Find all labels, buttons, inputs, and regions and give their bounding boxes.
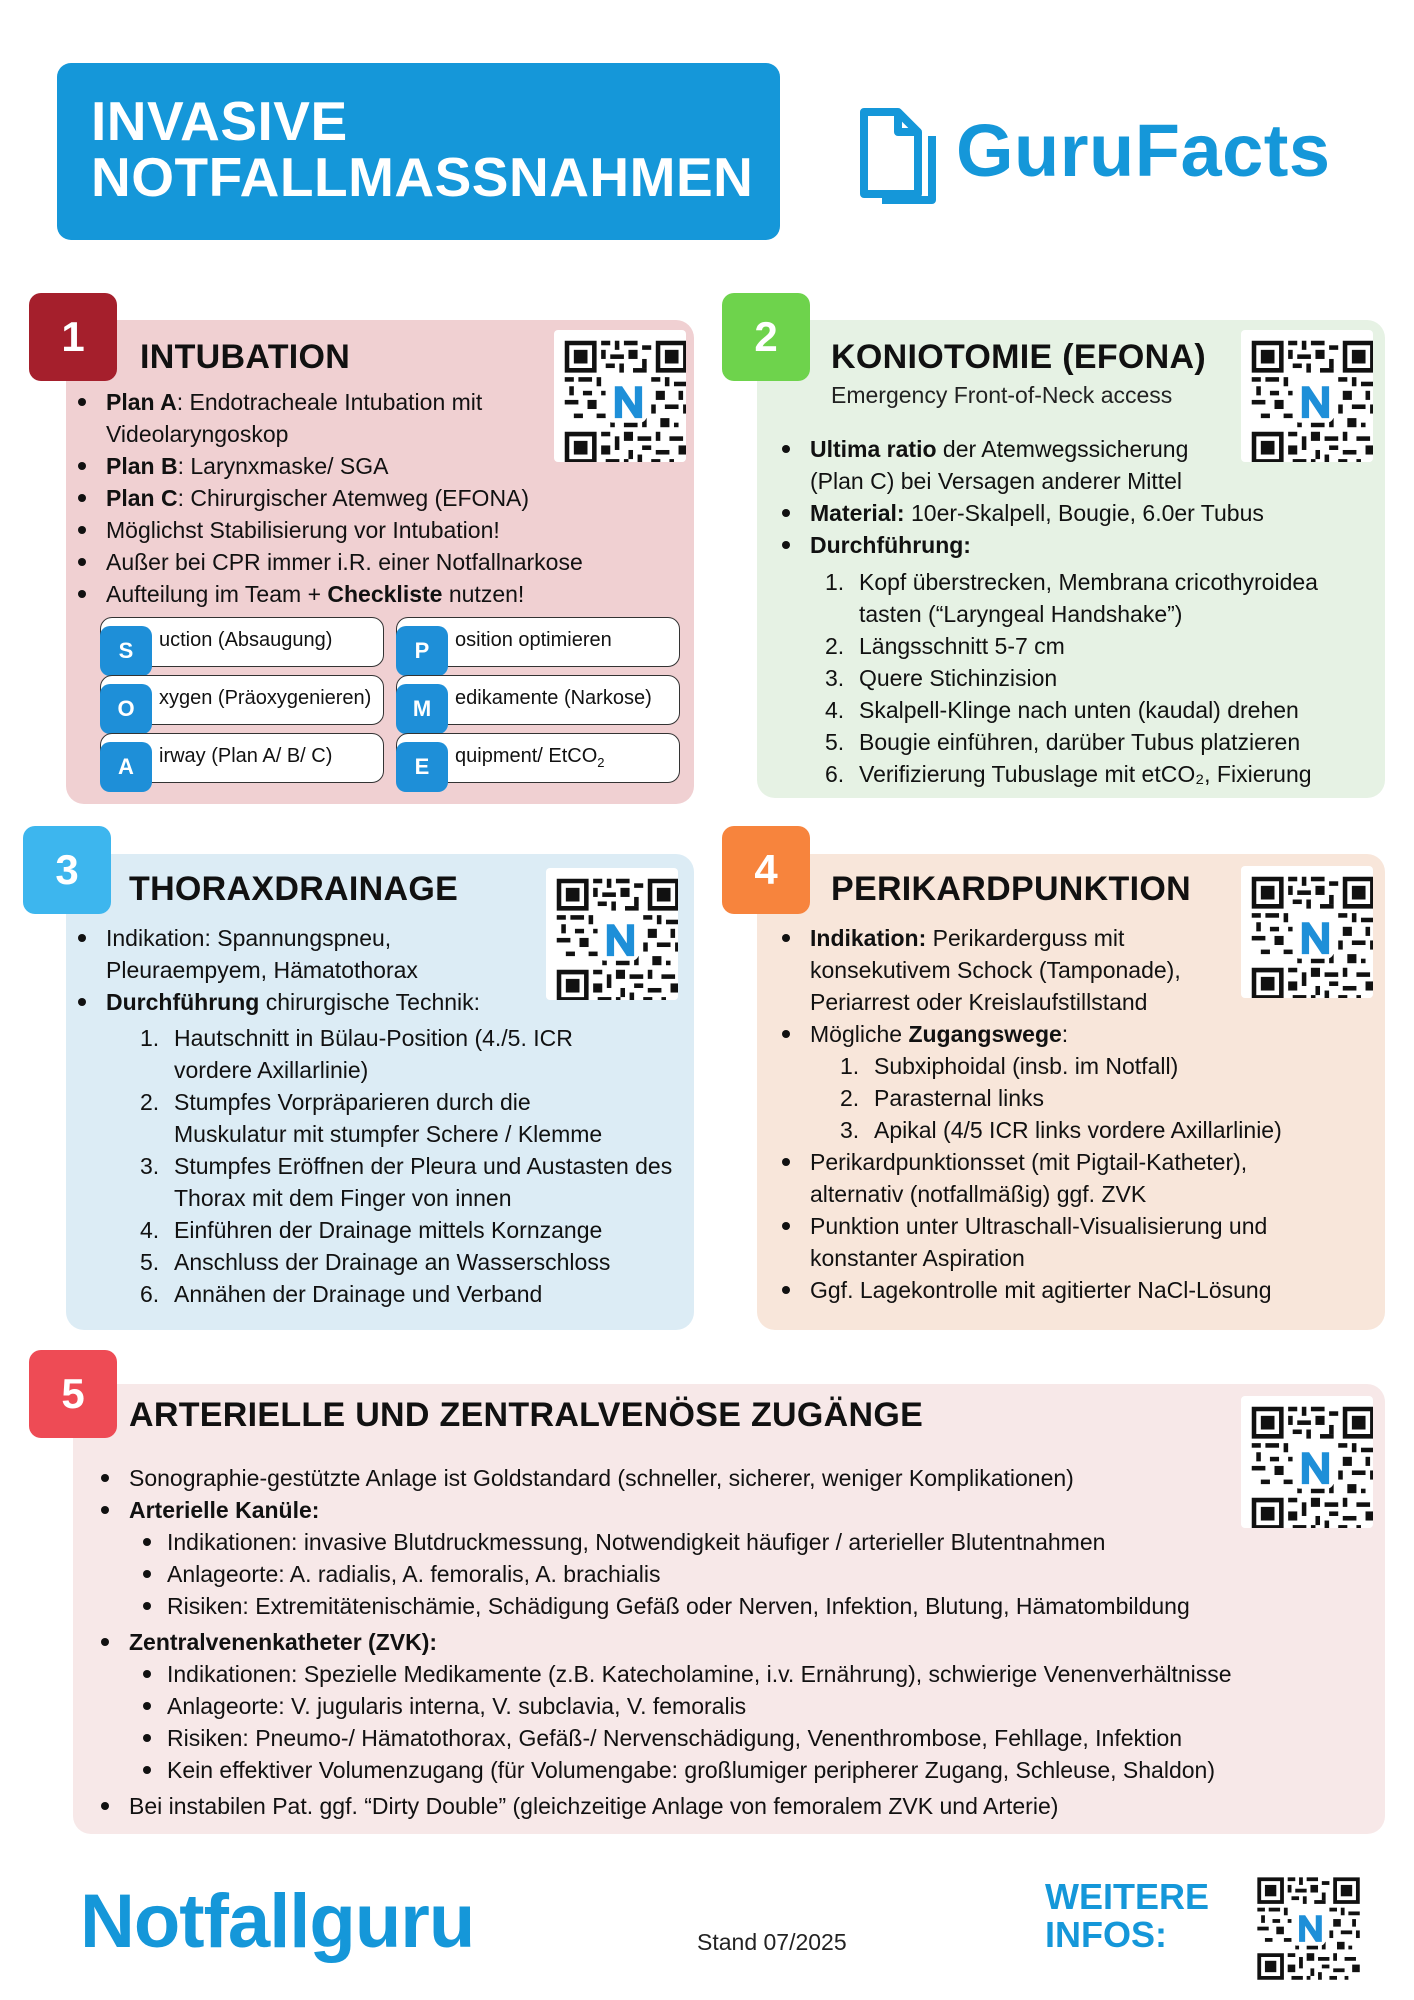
list-item: 1. Hautschnitt in Bülau-Position (4./5. ICR vordere Axillarlinie) — [140, 1025, 573, 1083]
section-number-badge: 5 — [29, 1350, 117, 1438]
list-item: Plan C: Chirurgischer Atemweg (EFONA) — [72, 482, 552, 514]
card-subtitle: Emergency Front-of-Neck access — [831, 382, 1173, 408]
list-item: Durchführung chirurgische Technik: — [72, 986, 532, 1018]
card-title: INTUBATION — [140, 338, 351, 376]
list-item: 3. Stumpfes Eröffnen der Pleura und Austasten des Thorax mit dem Finger von innen — [140, 1153, 673, 1211]
card-koniotomie — [757, 320, 1385, 798]
list-item: Punktion unter Ultraschall-Visualisierung und konstanter Aspiration — [776, 1210, 1276, 1274]
list-item: Perikardpunktionsset (mit Pigtail-Katheter), alternativ (notfallmäßig) ggf. ZVK — [776, 1146, 1306, 1210]
thoraxdrainage-steps — [140, 1022, 680, 1310]
soap-box-medikamente: M edikamente (Narkose) — [396, 675, 680, 725]
card-title: KONIOTOMIE (EFONA) — [831, 338, 1206, 376]
list-item: 5. Anschluss der Drainage an Wasserschloss — [140, 1249, 611, 1275]
soap-box-suction: S uction (Absaugung) — [100, 617, 384, 667]
gurufacts-logo — [858, 100, 1338, 212]
list-item: Ultima ratio der Atemwegssicherung (Plan C) bei Versagen anderer Mittel — [776, 433, 1236, 497]
list-item: Zentralvenenkatheter (ZVK): Indikationen: Spezielle Medikamente (z.B. Katecholamine, i.v. Ernährung), schwierige Venenverhältnisse Anlageorte: V. jugularis interna, V. subclavia, V. femoralis Risiken: Pneumo-/ Hämatothorax, Gefäß-/ Nervenschädigung, Venenthrombose, Fehllage, Infektion Kein effektiver Volumenzugang (für Volumengabe: großlumiger peripherer Zugang, Schleuse, Shaldon) — [95, 1626, 1375, 1786]
list-item: Material: 10er-Skalpell, Bougie, 6.0er Tubus — [776, 497, 1336, 529]
koniotomie-list — [776, 433, 1336, 561]
list-item: Sonographie-gestützte Anlage ist Goldstandard (schneller, sicherer, weniger Komplikationen) — [95, 1462, 1375, 1494]
list-item: Indikation: Spannungspneu, Pleuraempyem, Hämatothorax — [72, 922, 432, 986]
section-number-badge: 2 — [722, 293, 810, 381]
list-item: Aufteilung im Team + Checkliste nutzen! — [72, 578, 672, 610]
version-stamp: Stand 07/2025 — [697, 1929, 847, 1955]
page-title-line-2: NOTFALLMASSNAHMEN — [91, 146, 754, 208]
more-info-label: WEITERE INFOS: — [1045, 1876, 1210, 1955]
page-title-line-1: INVASIVE — [91, 90, 348, 152]
list-item: Möglichst Stabilisierung vor Intubation! — [72, 514, 552, 546]
section-number-badge: 3 — [23, 826, 111, 914]
card-zugaenge — [73, 1384, 1385, 1834]
zvk-sublist — [129, 1658, 1375, 1786]
qr-code-icon[interactable] — [1250, 1870, 1360, 1980]
section-number-badge: 4 — [722, 826, 810, 914]
list-item: 1. Kopf überstrecken, Membrana cricothyroidea tasten (“Laryngeal Handshake”) — [825, 569, 1318, 627]
qr-code-icon[interactable] — [546, 868, 678, 1000]
perikard-list — [776, 922, 1376, 1306]
qr-code-icon[interactable] — [554, 330, 686, 462]
list-item: Indikationen: invasive Blutdruckmessung, Notwendigkeit häufiger / arterieller Blutentnahmen — [129, 1526, 1375, 1558]
list-item: Risiken: Pneumo-/ Hämatothorax, Gefäß-/ Nervenschädigung, Venenthrombose, Fehllage, Infektion — [129, 1722, 1375, 1754]
koniotomie-steps — [825, 566, 1385, 790]
list-item: Ggf. Lagekontrolle mit agitierter NaCl-Lösung — [776, 1274, 1376, 1306]
list-item: 3. Apikal (4/5 ICR links vordere Axillarlinie) — [840, 1117, 1282, 1143]
arterial-sublist — [129, 1526, 1375, 1622]
list-item: Kein effektiver Volumenzugang (für Volumengabe: großlumiger peripherer Zugang, Schleuse, Shaldon) — [129, 1754, 1375, 1786]
list-item: 4. Einführen der Drainage mittels Kornzange — [140, 1217, 603, 1243]
soap-box-position: P osition optimieren — [396, 617, 680, 667]
card-title: THORAXDRAINAGE — [129, 870, 459, 908]
zugaenge-list — [95, 1462, 1375, 1822]
section-number-badge: 1 — [29, 293, 117, 381]
card-title: PERIKARDPUNKTION — [831, 870, 1191, 908]
list-item: Indikationen: Spezielle Medikamente (z.B. Katecholamine, i.v. Ernährung), schwierige Venenverhältnisse — [129, 1658, 1375, 1690]
list-item: Plan B: Larynxmaske/ SGA — [72, 450, 552, 482]
list-item: Bei instabilen Pat. ggf. “Dirty Double” (gleichzeitige Anlage von femoralem ZVK und Arterie) — [95, 1790, 1375, 1822]
list-item: Durchführung: — [776, 529, 1336, 561]
list-item: Außer bei CPR immer i.R. einer Notfallnarkose — [72, 546, 672, 578]
card-perikardpunktion — [757, 854, 1385, 1330]
card-intubation — [66, 320, 694, 804]
list-item: 3. Quere Stichinzision — [825, 665, 1058, 691]
list-item: 4. Skalpell-Klinge nach unten (kaudal) drehen — [825, 697, 1299, 723]
intubation-list — [72, 386, 583, 610]
list-item: Anlageorte: A. radialis, A. femoralis, A. brachialis — [129, 1558, 1375, 1590]
brand-name: GuruFacts — [956, 109, 1331, 192]
list-item: 6. Verifizierung Tubuslage mit etCO₂, Fixierung — [825, 761, 1312, 787]
thoraxdrainage-list — [72, 922, 532, 1018]
list-item: 6. Annähen der Drainage und Verband — [140, 1281, 543, 1307]
list-item: 2. Längsschnitt 5-7 cm — [825, 633, 1065, 659]
soap-box-oxygen: O xygen (Präoxygenieren) — [100, 675, 384, 725]
list-item: Mögliche Zugangswege: 1. Subxiphoidal (insb. im Notfall) 2. Parasternal links 3. Apikal (4/5 ICR links vordere Axillarlinie) — [776, 1018, 1376, 1146]
soap-box-equipment: E quipment/ EtCO$_2$ — [396, 733, 680, 783]
list-item: Arterielle Kanüle: Indikationen: invasive Blutdruckmessung, Notwendigkeit häufiger / arterieller Blutentnahmen Anlageorte: A. radialis, A. femoralis, A. brachialis Risiken: Extremitätenischämie, Schädigung Gefäß oder Nerven, Infektion, Blutung, Hämatombildung — [95, 1494, 1375, 1622]
card-title: ARTERIELLE UND ZENTRALVENÖSE ZUGÄNGE — [129, 1396, 924, 1434]
list-item: Risiken: Extremitätenischämie, Schädigung Gefäß oder Nerven, Infektion, Blutung, Hämatombildung — [129, 1590, 1375, 1622]
list-item: Indikation: Perikarderguss mit konsekutivem Schock (Tamponade), Periarrest oder Kreislaufstillstand — [776, 922, 1216, 1018]
list-item: 1. Subxiphoidal (insb. im Notfall) — [840, 1053, 1179, 1079]
perikard-steps — [840, 1050, 1376, 1146]
list-item: 2. Parasternal links — [840, 1085, 1045, 1111]
page-title-box — [57, 63, 780, 240]
list-item: 2. Stumpfes Vorpräparieren durch die Muskulatur mit stumpfer Schere / Klemme — [140, 1089, 603, 1147]
card-thoraxdrainage — [66, 854, 694, 1330]
notfallguru-logo: Notfallguru — [80, 1879, 475, 1964]
soap-box-airway: A irway (Plan A/ B/ C) — [100, 733, 384, 783]
document-icon — [858, 102, 948, 210]
list-item: Plan A: Endotracheale Intubation mit Videolaryngoskop — [72, 386, 552, 450]
list-item: 5. Bougie einführen, darüber Tubus platzieren — [825, 729, 1301, 755]
list-item: Anlageorte: V. jugularis interna, V. subclavia, V. femoralis — [129, 1690, 1375, 1722]
